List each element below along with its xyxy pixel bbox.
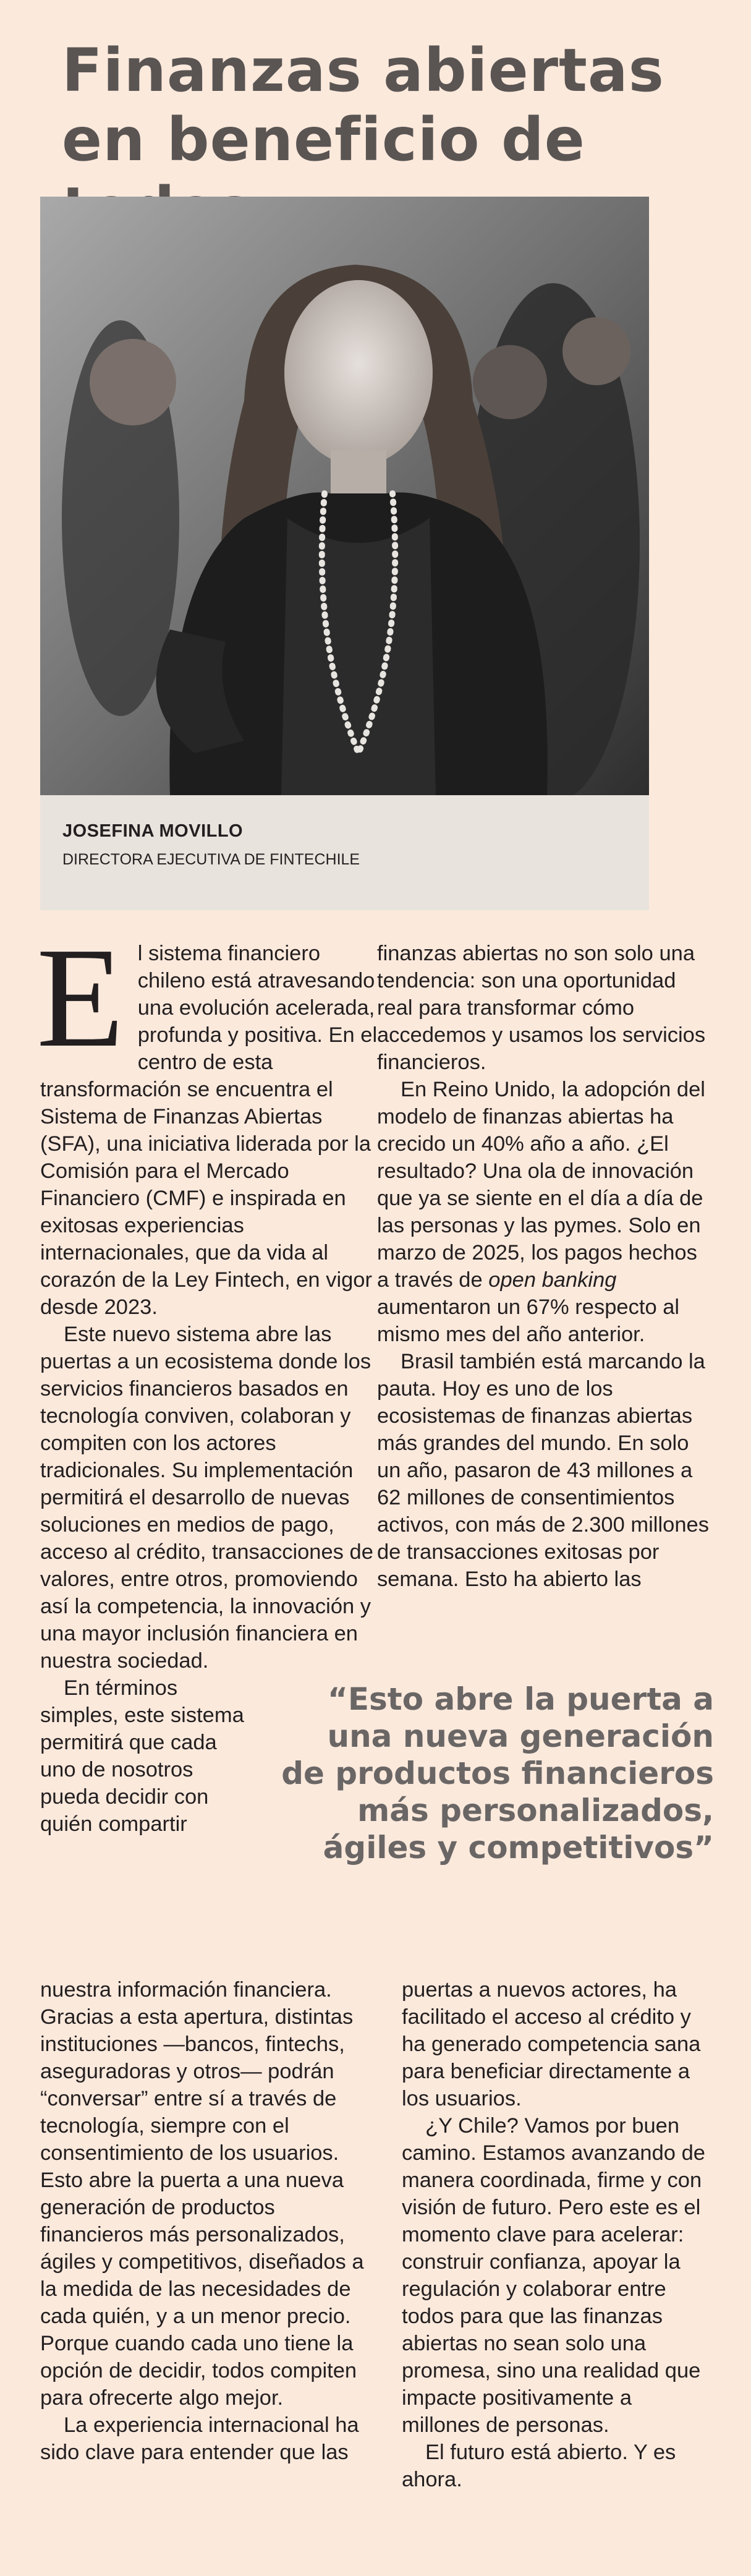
paragraph-6-text-b: aumentaron un 67% respecto al mismo mes del año anterior. <box>377 1295 680 1346</box>
caption-name: JOSEFINA MOVILLO <box>62 821 244 841</box>
title-line-1: Finanzas abiertas <box>62 36 664 105</box>
paragraph-3-top: En términos simples, este sistema permitirá que cada uno de nosotros pueda decidir con quién compartir <box>40 1676 244 1836</box>
column-1-bottom <box>40 1976 383 2466</box>
paragraph-4: La experiencia internacional ha sido clave para entender que las <box>40 2413 359 2464</box>
paragraph-10: El futuro está abierto. Y es ahora. <box>402 2441 676 2491</box>
paragraph-1 <box>36 918 383 1321</box>
portrait-illustration <box>40 197 649 795</box>
paragraph-6 <box>377 1076 711 1348</box>
paragraph-7: Brasil también está marcando la pauta. Hoy es uno de los ecosistemas de finanzas abiertas más grandes del mundo. En solo un año, pasaron de 43 millones a 62 millones de consentimientos activos, con más de 2.300 millones de transacciones exitosas por semana. Esto ha abierto las <box>377 1350 709 1591</box>
photo-caption <box>40 795 649 910</box>
paragraph-3-bottom: nuestra información financiera. Gracias a esta apertura, distintas instituciones —bancos, fintechs, aseguradoras y otros— podrán “conversar” entre sí a través de tecnología, siempre con el consentimiento de los usuarios. Esto abre la puerta a una nueva generación de productos financieros más personalizados, ágiles y competitivos, diseñados a la medida de las necesidades de cada quién, y a un menor precio. Porque cuando cada uno tiene la opción de decidir, todos compiten para ofrecerte algo mejor. <box>40 1978 364 2410</box>
caption-role: DIRECTORA EJECUTIVA DE FINTECHILE <box>62 851 360 868</box>
paragraph-6-text-a: En Reino Unido, la adopción del modelo de finanzas abiertas ha crecido un 40% año a año. ¿El resultado? Una ola de innovación que ya se siente en el día a día de las personas y las pymes. Solo en marzo de 2025, los pagos hechos a través de <box>377 1078 705 1292</box>
paragraph-1-text: l sistema financiero chileno está atravesando una evolución acelerada, profunda y positiva. En el centro de esta transformación se encuentra el Sistema de Finanzas Abiertas (SFA), una iniciativa liderada por la Comisión para el Mercado Financiero (CMF) e inspirada en exitosas experiencias internacionales, que da vida al corazón de la Ley Fintech, en vigor desde 2023. <box>40 942 378 1319</box>
drop-cap: E <box>36 918 124 1077</box>
column-2-top <box>377 940 711 1593</box>
pull-quote: “Esto abre la puerta a una nueva generación de productos financieros más personalizados, ágiles y competitivos” <box>281 1681 714 1866</box>
paragraph-5: finanzas abiertas no son solo una tendencia: son una oportunidad real para transformar cómo accedemos y usamos los servicios financieros. <box>377 942 706 1074</box>
column-2-bottom <box>402 1976 711 2493</box>
paragraph-2: Este nuevo sistema abre las puertas a un ecosistema donde los servicios financieros basados en tecnología conviven, colaboran y compiten con los actores tradicionales. Su implementación permitirá el desarrollo de nuevas soluciones en medios de pago, acceso al crédito, transacciones de valores, entre otros, promoviendo así la competencia, la innovación y una mayor inclusión financiera en nuestra sociedad. <box>40 1323 373 1673</box>
paragraph-8: puertas a nuevos actores, ha facilitado el acceso al crédito y ha generado competencia sana para beneficiar directamente a los usuarios. <box>402 1978 701 2110</box>
paragraph-9: ¿Y Chile? Vamos por buen camino. Estamos avanzando de manera coordinada, firme y con visión de futuro. Pero este es el momento clave para acelerar: construir confianza, apoyar la regulación y colaborar entre todos para que las finanzas abiertas no sean solo una promesa, sino una realidad que impacte positivamente a millones de personas. <box>402 2114 705 2437</box>
title-line-2: en beneficio de <box>62 105 585 174</box>
paragraph-6-emphasis: open banking <box>488 1268 617 1292</box>
portrait-photo <box>40 197 649 795</box>
